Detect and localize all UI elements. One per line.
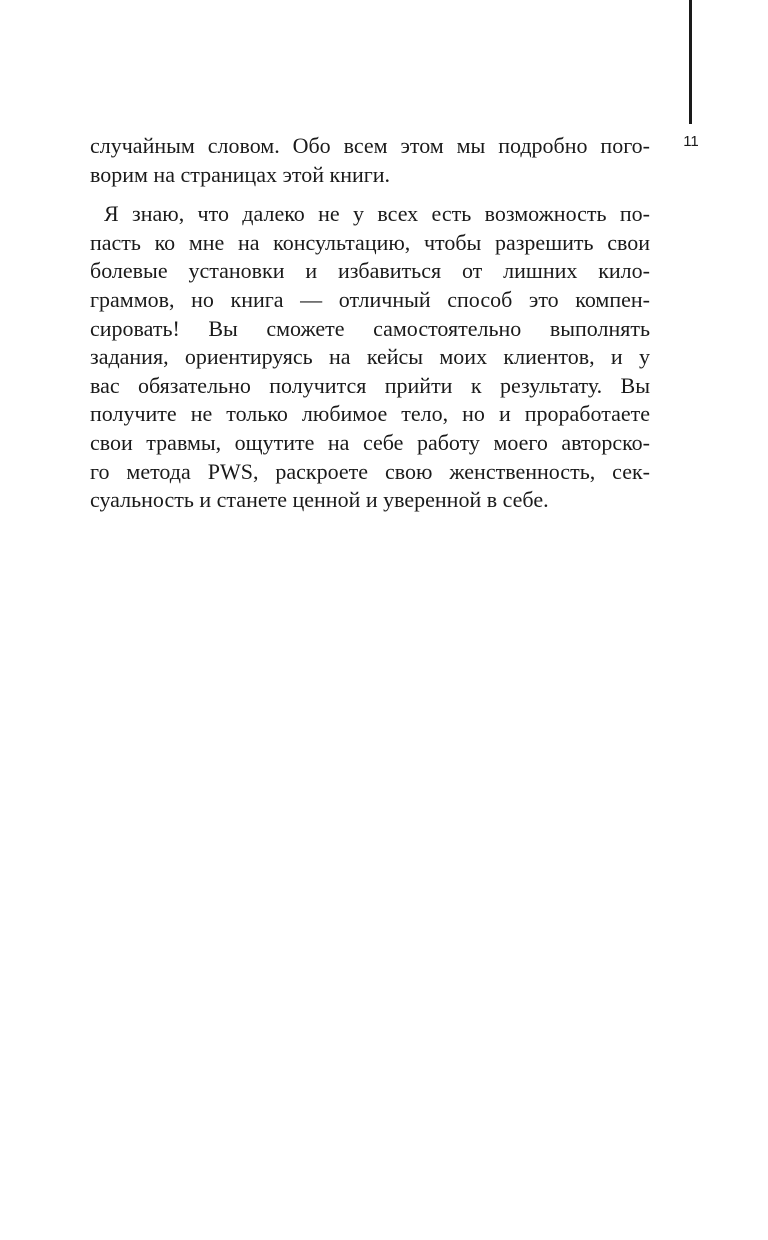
text-line: пасть ко мне на консультацию, чтобы разрешить свои xyxy=(90,229,650,255)
text-line: го метода PWS, раскроете свою женственность, сек- xyxy=(90,458,650,484)
text-line: болевые установки и избавиться от лишних кило- xyxy=(90,258,650,284)
text-line: граммов, но книга — отличный способ это компен- xyxy=(90,286,650,312)
page-number: 11 xyxy=(683,133,699,150)
page-edge-rule xyxy=(689,0,692,124)
text-line: ворим на страницах этой книги. xyxy=(90,161,391,187)
paragraph xyxy=(90,200,650,515)
text-line: задания, ориентируясь на кейсы моих клиентов, и у xyxy=(90,344,650,370)
text-line: вас обязательно получится прийти к результату. Вы xyxy=(90,372,650,398)
text-line: суальность и станете ценной и уверенной в себе. xyxy=(90,487,549,513)
paragraph-spacer xyxy=(90,189,650,200)
body-text xyxy=(90,132,650,515)
text-line: сировать! Вы сможете самостоятельно выполнять xyxy=(90,315,650,341)
text-line: получите не только любимое тело, но и проработаете xyxy=(90,401,650,427)
text-line: случайным словом. Обо всем этом мы подробно пого- xyxy=(90,133,650,158)
text-line: свои травмы, ощутите на себе работу моего авторско- xyxy=(90,429,650,455)
text-line: Я знаю, что далеко не у всех есть возможность по- xyxy=(104,201,650,227)
paragraph xyxy=(90,132,650,189)
